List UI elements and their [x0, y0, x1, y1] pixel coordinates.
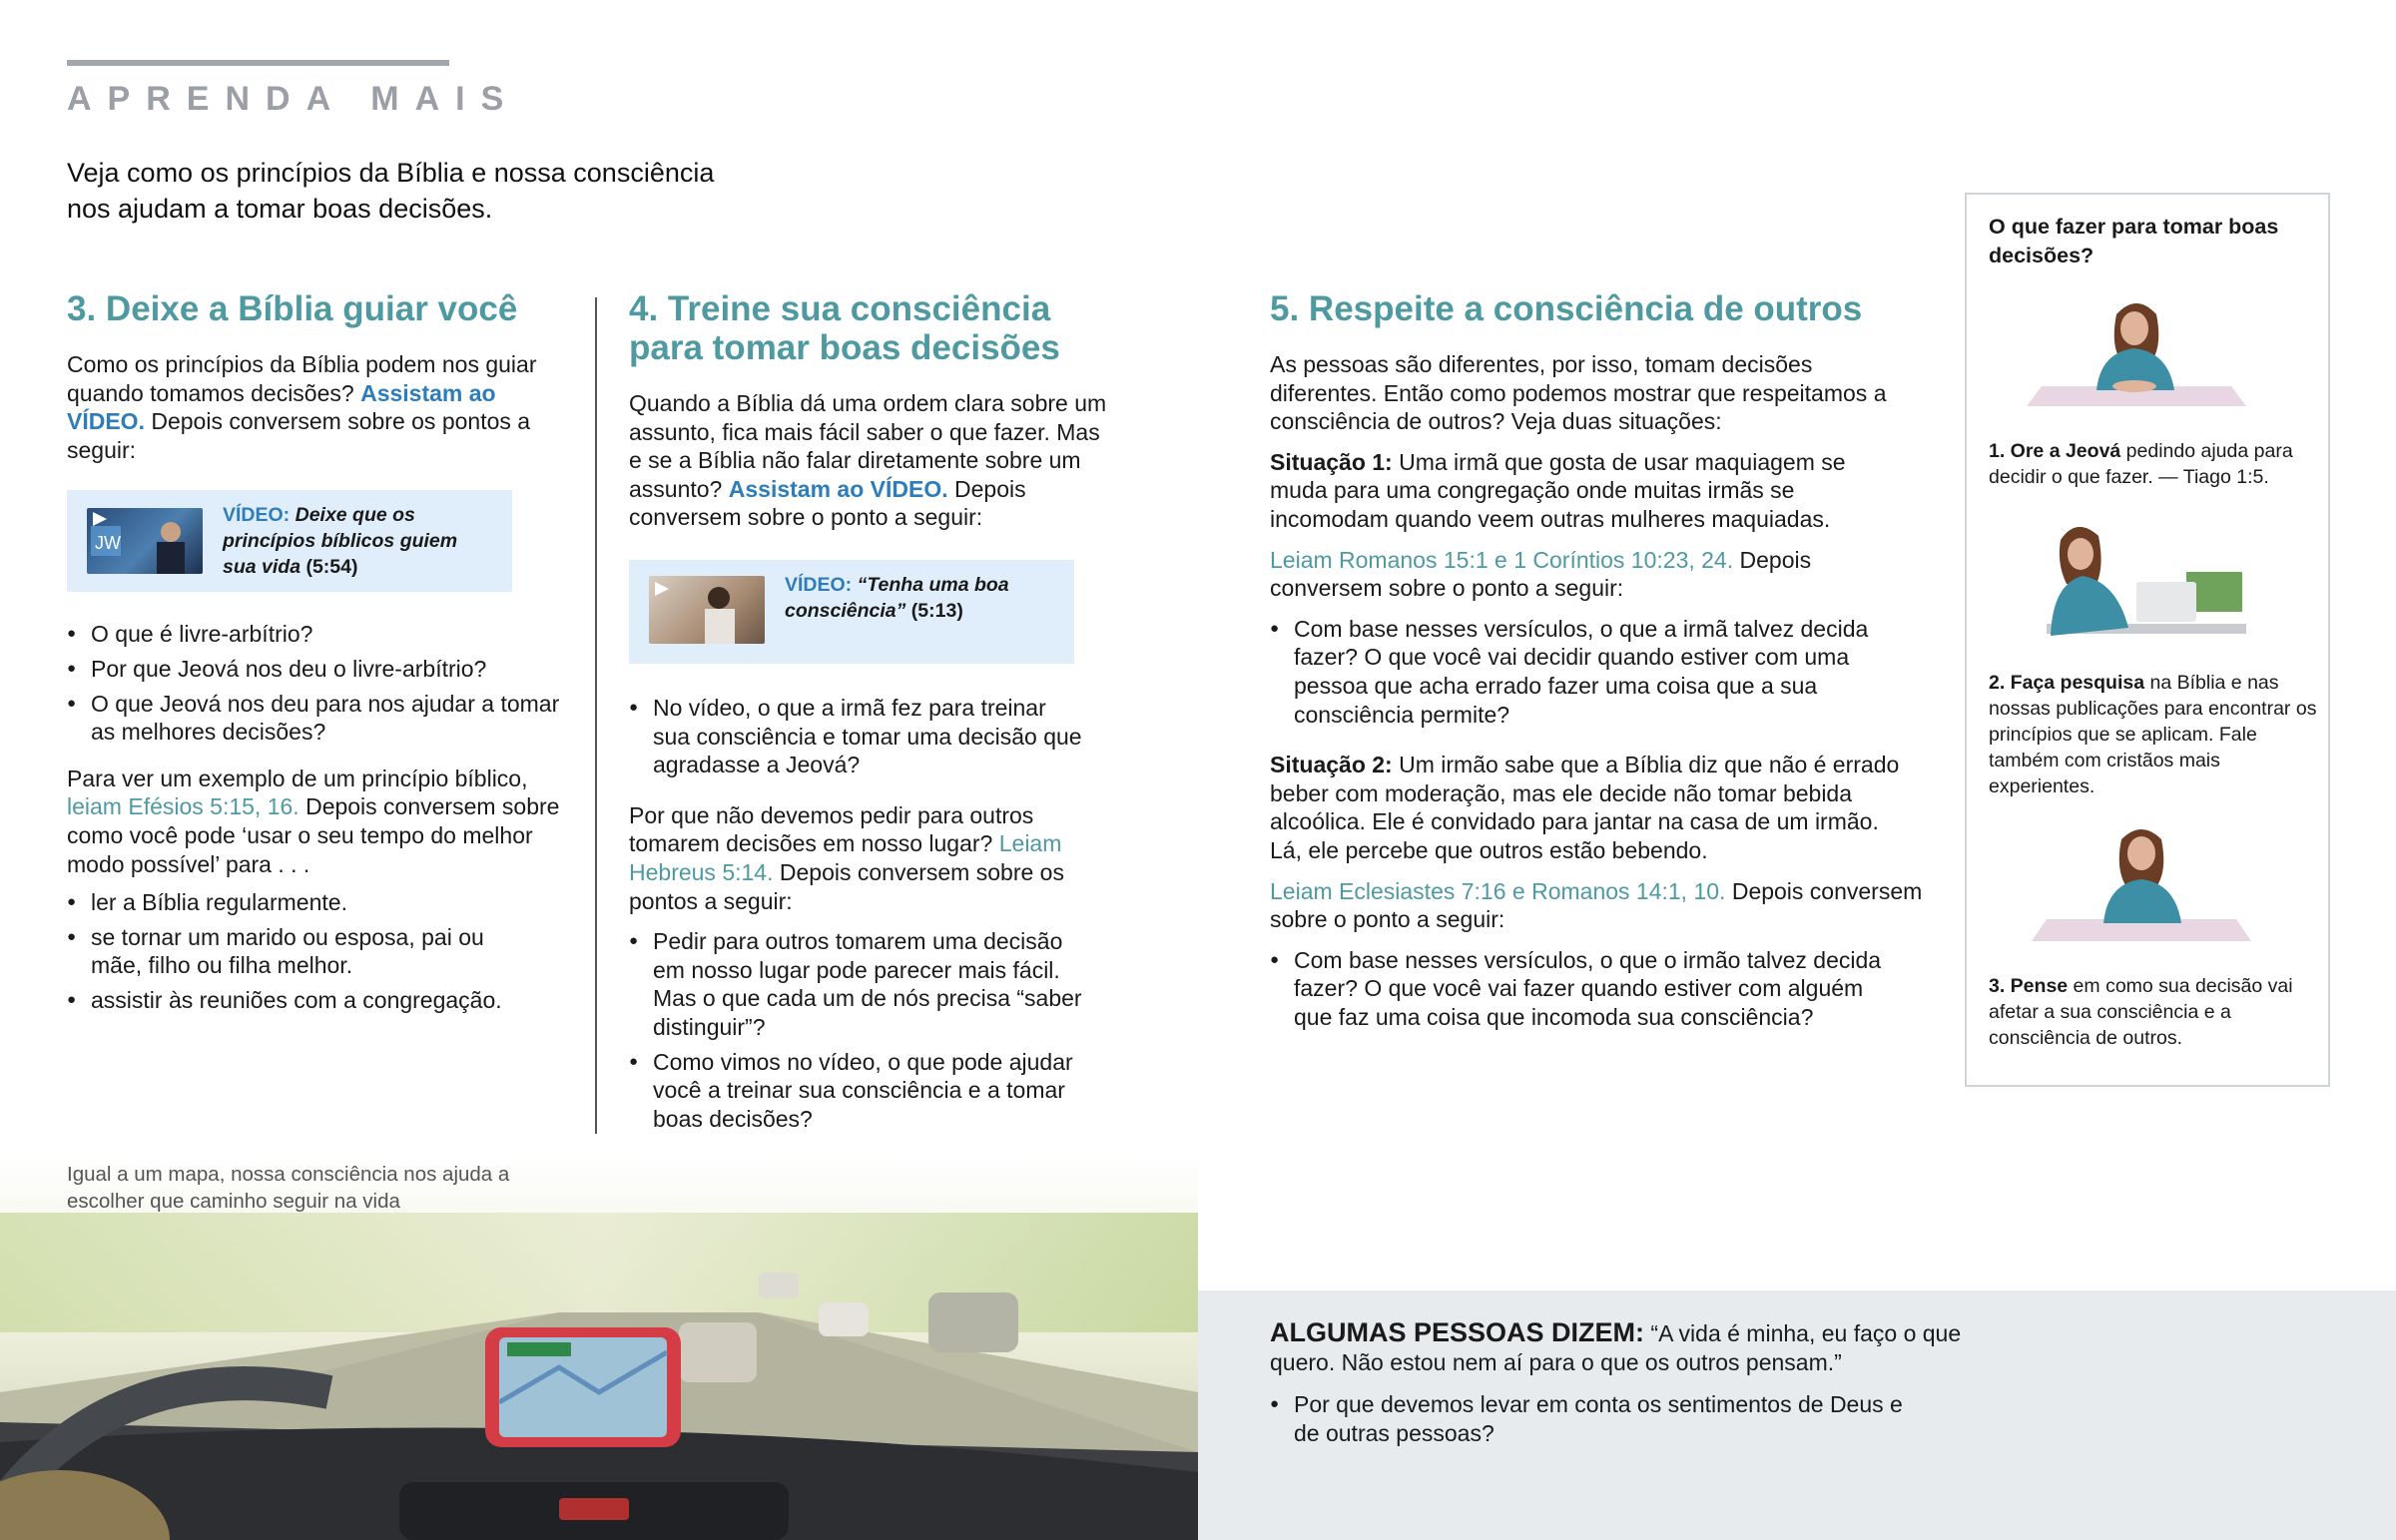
video-card-2[interactable]	[629, 560, 1074, 664]
list-item: ● O que Jeová nos deu para nos ajudar a tomar as melhores decisões?	[67, 690, 566, 747]
section-3-questions	[67, 620, 566, 746]
section-3-points	[67, 888, 506, 1014]
list-item: ● Com base nesses versículos, o que a irmã talvez decida fazer? O que você vai decidir quando estiver com uma pessoa que acha errado fazer uma coisa que a sua consciência permite?	[1270, 615, 1889, 729]
sidebar-step-2: 2. Faça pesquisa na Bíblia e nas nossas publicações para encontrar os princípios que se aplicam. Fale também com cristãos mais experientes.	[1989, 672, 2317, 797]
section-5-title: 5. Respeite a consciência de outros	[1270, 289, 1863, 328]
scripture-link[interactable]: Leiam Eclesiastes 7:16 e Romanos 14:1, 10.	[1270, 877, 1726, 904]
praying-woman-illustration	[2017, 294, 2256, 414]
list-item: ● O que é livre-arbítrio?	[67, 620, 566, 649]
sidebar-step-3: 3. Pense em como sua decisão vai afetar a sua consciência e a consciência de outros.	[1989, 975, 2293, 1049]
situation-1: Situação 1: Uma irmã que gosta de usar maquiagem se muda para uma congregação onde muitas irmãs se incomodam quando veem outras mulheres maquiadas.	[1270, 448, 1846, 532]
list-item: ● Com base nesses versículos, o que o irmão talvez decida fazer? O que você vai fazer quando estiver com alguém que faz uma coisa que incomoda sua consciência?	[1270, 946, 1889, 1032]
sidebar-step-1: 1. Ore a Jeová pedindo ajuda para decidir o que fazer. — Tiago 1:5.	[1989, 440, 2293, 488]
video-card-2-text: VÍDEO: “Tenha uma boa consciência” (5:13)	[785, 573, 1009, 622]
situation-2: Situação 2: Um irmão sabe que a Bíblia diz que não é errado beber com moderação, mas ele decide não tomar bebida alcoólica. Ele é convidado para jantar na casa de um irmão. Lá, ele percebe que outros estão bebendo.	[1270, 752, 1900, 863]
intro-line-2: nos ajudam a tomar boas decisões.	[67, 194, 493, 224]
column-divider	[595, 297, 597, 1134]
intro-text	[67, 155, 786, 227]
video-thumbnail	[87, 508, 203, 574]
situation-2-questions	[1270, 946, 1889, 1032]
list-item: ● assistir às reuniões com a congregação.	[67, 986, 506, 1015]
video-thumbnail	[649, 576, 765, 644]
sidebar-title: O que fazer para tomar boas decisões?	[1989, 215, 2279, 267]
situation-2-read: Leiam Eclesiastes 7:16 e Romanos 14:1, 10. Depois conversem sobre o ponto a seguir:	[1270, 877, 1923, 933]
section-4	[629, 289, 1108, 1139]
video-card-1[interactable]	[67, 490, 512, 592]
sidebar-box	[1965, 193, 2330, 1087]
section-kicker: APRENDA MAIS	[67, 80, 520, 118]
list-item: ● se tornar um marido ou esposa, pai ou mãe, filho ou filha melhor.	[67, 923, 506, 980]
header-rule	[67, 60, 449, 66]
section-3	[67, 289, 566, 1021]
scripture-link[interactable]: leiam Efésios 5:15, 16.	[67, 793, 300, 820]
section-4-intro: Quando a Bíblia dá uma ordem clara sobre um assunto, fica mais fácil saber o que fazer. Mas e se a Bíblia não falar diretamente sobre um assunto? Assistam ao VÍDEO. Depois conversem sobre o ponto a seguir:	[629, 390, 1107, 531]
list-item: ● Pedir para outros tomarem uma decisão em nosso lugar pode parecer mais fácil. Mas o que cada um de nós precisa “saber distinguir”?	[629, 927, 1088, 1041]
sayings-questions	[1270, 1390, 1909, 1453]
section-5	[1270, 289, 1929, 1037]
section-4-questions	[629, 694, 1088, 779]
play-icon	[655, 582, 669, 596]
section-4-points	[629, 927, 1088, 1133]
list-item: ● Por que devemos levar em conta os sentimentos de Deus e de outras pessoas?	[1270, 1390, 1909, 1447]
situation-1-read: Leiam Romanos 15:1 e 1 Coríntios 10:23, 24. Depois conversem sobre o ponto a seguir:	[1270, 546, 1812, 602]
section-3-example: Para ver um exemplo de um princípio bíblico, leiam Efésios 5:15, 16. Depois conversem sobre como você pode ‘usar o seu tempo do melhor modo possível’ para . . .	[67, 765, 560, 877]
svg-text:JW: JW	[95, 533, 121, 554]
intro-line-1: Veja como os princípios da Bíblia e nossa consciência	[67, 158, 715, 188]
video-card-1-text: VÍDEO: Deixe que os princípios bíblicos guiem sua vida (5:54)	[223, 504, 458, 579]
play-icon	[93, 512, 107, 526]
situation-1-questions	[1270, 615, 1889, 729]
list-item: ● No vídeo, o que a irmã fez para treinar sua consciência e tomar uma decisão que agradasse a Jeová?	[629, 694, 1088, 779]
section-3-intro: Como os princípios da Bíblia podem nos guiar quando tomamos decisões? Assistam ao VÍDEO. Depois conversem sobre os pontos a seguir:	[67, 351, 537, 463]
researching-woman-illustration	[2027, 512, 2266, 652]
jw-logo-icon	[87, 508, 203, 574]
photo-caption: Igual a um mapa, nossa consciência nos ajuda a escolher que caminho seguir na vida	[67, 1163, 510, 1213]
scripture-link[interactable]: Leiam Romanos 15:1 e 1 Coríntios 10:23, 24.	[1270, 546, 1734, 573]
sayings-box	[1198, 1290, 2396, 1540]
thinking-woman-illustration	[2022, 821, 2261, 951]
section-4-title: 4. Treine sua consciência para tomar boas decisões	[629, 289, 1060, 367]
section-5-intro: As pessoas são diferentes, por isso, tomam decisões diferentes. Então como podemos mostrar que respeitamos a consciência de outros? Veja duas situações:	[1270, 351, 1887, 435]
scripture-link[interactable]: Leiam Hebreus 5:14.	[629, 830, 1062, 885]
list-item: ● Como vimos no vídeo, o que pode ajudar você a treinar sua consciência e a tomar boas decisões?	[629, 1048, 1088, 1134]
list-item: ● ler a Bíblia regularmente.	[67, 888, 506, 917]
section-3-title: 3. Deixe a Bíblia guiar você	[67, 289, 518, 328]
sayings-text: ALGUMAS PESSOAS DIZEM: “A vida é minha, eu faço o que quero. Não estou nem aí para o que os outros pensam.”	[1270, 1317, 1962, 1375]
section-4-example: Por que não devemos pedir para outros tomarem decisões em nosso lugar? Leiam Hebreus 5:14. Depois conversem sobre os pontos a seguir:	[629, 801, 1064, 914]
list-item: ● Por que Jeová nos deu o livre-arbítrio?	[67, 655, 566, 684]
video-link[interactable]: Assistam ao VÍDEO.	[67, 379, 496, 435]
video-link[interactable]: Assistam ao VÍDEO.	[728, 475, 948, 502]
